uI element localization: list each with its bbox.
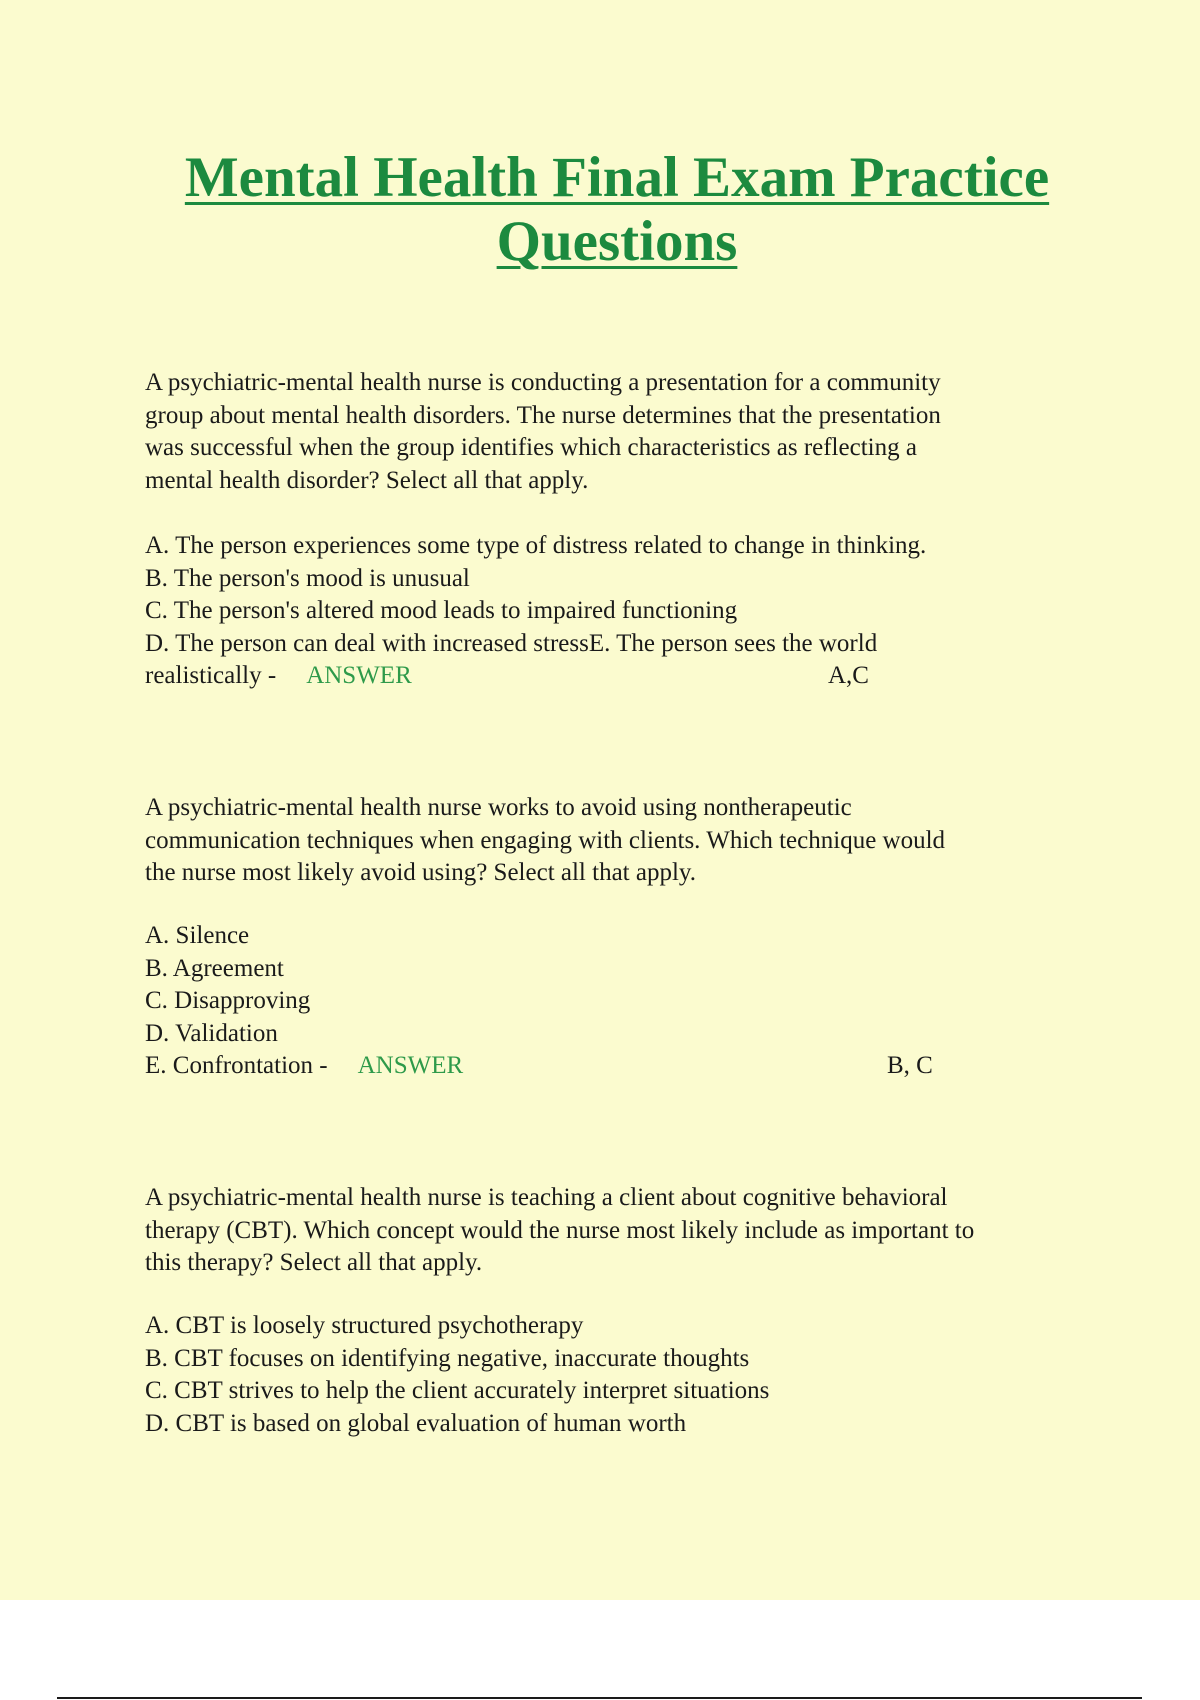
footer-divider (57, 1697, 1142, 1699)
option-b: B. CBT focuses on identifying negative, inaccurate thoughts (145, 1344, 750, 1372)
title-line-1: Mental Health Final Exam Practice (184, 146, 1050, 209)
stem-line: the nurse most likely avoid using? Select all that apply. (145, 859, 697, 886)
question-3-stem (145, 1182, 1095, 1280)
stem-line: was successful when the group identifies which characteristics as reflecting a (145, 434, 917, 461)
option-e: E. Confrontation - (145, 1052, 328, 1079)
stem-line: communication techniques when engaging with clients. Which technique would (145, 826, 946, 854)
option-c: C. The person's altered mood leads to impaired functioning (145, 597, 738, 624)
stem-line: A psychiatric-mental health nurse is teaching a client about cognitive behavioral (145, 1184, 948, 1211)
answer-value: B, C (887, 1052, 933, 1079)
option-a: A. The person experiences some type of distress related to change in thinking. (145, 532, 927, 559)
page-title (0, 146, 1200, 274)
option-d: D. CBT is based on global evaluation of human worth (145, 1409, 687, 1437)
question-2-options (145, 920, 1095, 1083)
option-d: D. The person can deal with increased stressE. The person sees the world (145, 629, 878, 657)
option-c: C. CBT strives to help the client accurately interpret situations (145, 1377, 770, 1404)
option-c: C. Disapproving (145, 987, 311, 1014)
answer-label: ANSWER (357, 1052, 464, 1079)
answer-row (145, 1050, 1095, 1083)
stem-line: therapy (CBT). Which concept would the nurse most likely include as important to (145, 1216, 975, 1244)
option-d: D. Validation (145, 1019, 278, 1047)
option-last-line: realistically - (145, 662, 277, 689)
option-b: B. Agreement (145, 954, 284, 982)
question-3-options (145, 1310, 1095, 1440)
answer-label: ANSWER (306, 662, 412, 689)
answer-row (145, 660, 1095, 693)
option-a: A. CBT is loosely structured psychotherapy (145, 1312, 584, 1339)
option-a: A. Silence (145, 922, 250, 949)
stem-line: A psychiatric-mental health nurse is conducting a presentation for a community (145, 369, 941, 396)
question-1-options (145, 530, 1095, 693)
stem-line: group about mental health disorders. The nurse determines that the presentation (145, 401, 941, 429)
title-line-2: Questions (496, 210, 738, 273)
answer-value: A,C (828, 662, 869, 689)
stem-line: this therapy? Select all that apply. (145, 1249, 483, 1276)
stem-line: A psychiatric-mental health nurse works to avoid using nontherapeutic (145, 794, 852, 821)
question-1-stem (145, 367, 1095, 497)
question-2-stem (145, 792, 1095, 890)
option-b: B. The person's mood is unusual (145, 564, 470, 592)
stem-line: mental health disorder? Select all that apply. (145, 466, 589, 494)
